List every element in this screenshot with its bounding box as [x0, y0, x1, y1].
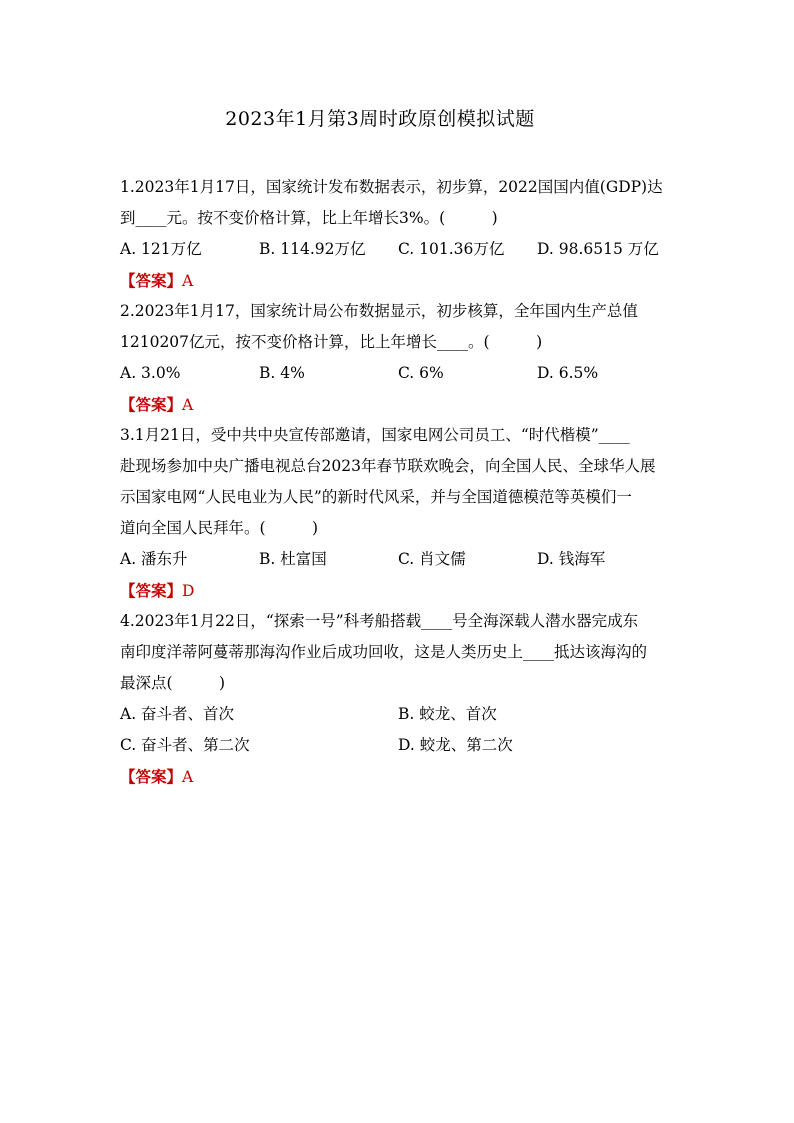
question-text-line: 到____元。按不变价格计算，比上年增长3%。( )	[120, 209, 498, 227]
option-d: D. 钱海军	[537, 550, 606, 568]
question-text-line: 最深点( )	[120, 674, 226, 692]
answer-tag: 【答案】	[120, 395, 183, 414]
option-c: C. 6%	[398, 364, 444, 382]
answer-line	[120, 761, 680, 792]
answer-line	[120, 389, 680, 420]
answer-tag: 【答案】	[120, 271, 183, 290]
option-row	[120, 544, 680, 575]
question-3	[120, 420, 680, 606]
option-c: C. 奋斗者、第二次	[120, 736, 250, 754]
answer-value: A	[182, 768, 194, 786]
option-a: A. 潘东升	[120, 550, 188, 568]
option-row	[120, 699, 680, 730]
option-a: A. 121万亿	[120, 240, 202, 258]
question-text-line: 1.2023年1月17日，国家统计发布数据表示，初步算，2022国国内值(GDP)达	[120, 178, 663, 196]
option-a: A. 3.0%	[120, 364, 181, 382]
option-c: C. 101.36万亿	[398, 240, 505, 258]
question-text-line: 3.1月21日，受中共中央宣传部邀请，国家电网公司员工、“时代楷模”____	[120, 426, 630, 444]
option-a: A. 奋斗者、首次	[120, 705, 235, 723]
question-text-line: 2.2023年1月17，国家统计局公布数据显示，初步核算，全年国内生产总值	[120, 302, 638, 320]
option-b: B. 4%	[259, 364, 305, 382]
answer-line	[120, 575, 680, 606]
option-d: D. 98.6515 万亿	[537, 240, 659, 258]
answer-tag: 【答案】	[120, 581, 183, 600]
option-b: B. 蛟龙、首次	[398, 705, 497, 723]
answer-line	[120, 265, 680, 296]
option-row	[120, 234, 680, 265]
option-b: B. 114.92万亿	[259, 240, 366, 258]
page-title: 2023年1月第3周时政原创模拟试题	[225, 108, 535, 130]
option-row	[120, 730, 680, 761]
option-d: D. 蛟龙、第二次	[398, 736, 513, 754]
option-row	[120, 358, 680, 389]
question-text-line: 1210207亿元，按不变价格计算，比上年增长____。( )	[120, 333, 543, 351]
question-text-line: 南印度洋蒂阿蔓蒂那海沟作业后成功回收，这是人类历史上____抵达该海沟的	[120, 643, 648, 661]
answer-tag: 【答案】	[120, 767, 183, 786]
question-text-line: 道向全国人民拜年。( )	[120, 519, 319, 537]
option-c: C. 肖文儒	[398, 550, 466, 568]
option-b: B. 杜富国	[259, 550, 327, 568]
question-text-line: 4.2023年1月22日，“探索一号”科考船搭载____号全海深载人潜水器完成东	[120, 612, 639, 630]
question-text-line: 赴现场参加中央广播电视总台2023年春节联欢晚会，向全国人民、全球华人展	[120, 457, 656, 475]
option-d: D. 6.5%	[537, 364, 599, 382]
question-2	[120, 296, 680, 420]
question-4	[120, 606, 680, 792]
answer-value: A	[182, 396, 194, 414]
question-list	[120, 172, 680, 792]
answer-value: A	[182, 272, 194, 290]
question-text-line: 示国家电网“人民电业为人民”的新时代风采，并与全国道德模范等英模们一	[120, 488, 632, 506]
answer-value: D	[182, 582, 195, 600]
question-1	[120, 172, 680, 296]
